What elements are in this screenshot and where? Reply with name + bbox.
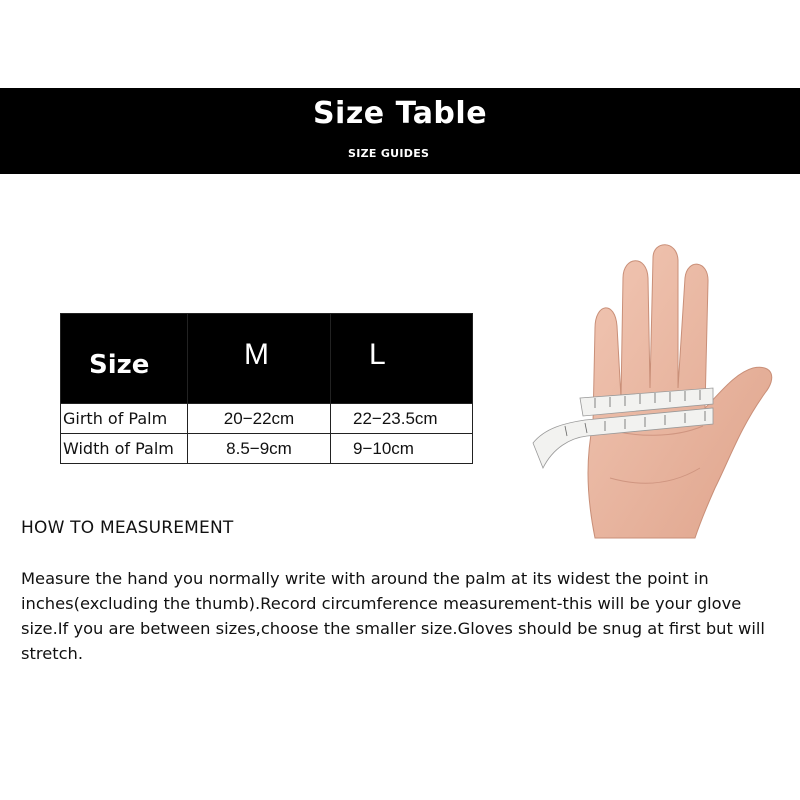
header-size: Size	[61, 314, 188, 404]
width-m-value: 8.5−9cm	[188, 434, 331, 464]
size-table	[60, 313, 473, 464]
hand-with-measuring-tape-icon	[525, 238, 785, 568]
header-banner	[0, 88, 800, 174]
instructions-body: Measure the hand you normally write with around the palm at its widest the point in inches(excluding the thumb).Record circumference measurement-this will be your glove size.If you are between sizes,choose the smaller size.Gloves should be snug at first but will stretch.	[21, 569, 765, 663]
girth-m-value: 20−22cm	[188, 404, 331, 434]
girth-l-value: 22−23.5cm	[331, 404, 473, 434]
table-header-row	[61, 314, 473, 404]
table-row	[61, 434, 473, 464]
table-row	[61, 404, 473, 434]
instructions-title: HOW TO MEASUREMENT	[21, 518, 234, 538]
header-l: L	[331, 314, 473, 404]
row-label-width: Width of Palm	[61, 434, 188, 464]
page-title: Size Table	[312, 96, 488, 131]
width-l-value: 9−10cm	[331, 434, 473, 464]
header-m: M	[188, 314, 331, 404]
row-label-girth: Girth of Palm	[61, 404, 188, 434]
page-subtitle: SIZE GUIDES	[348, 147, 430, 160]
